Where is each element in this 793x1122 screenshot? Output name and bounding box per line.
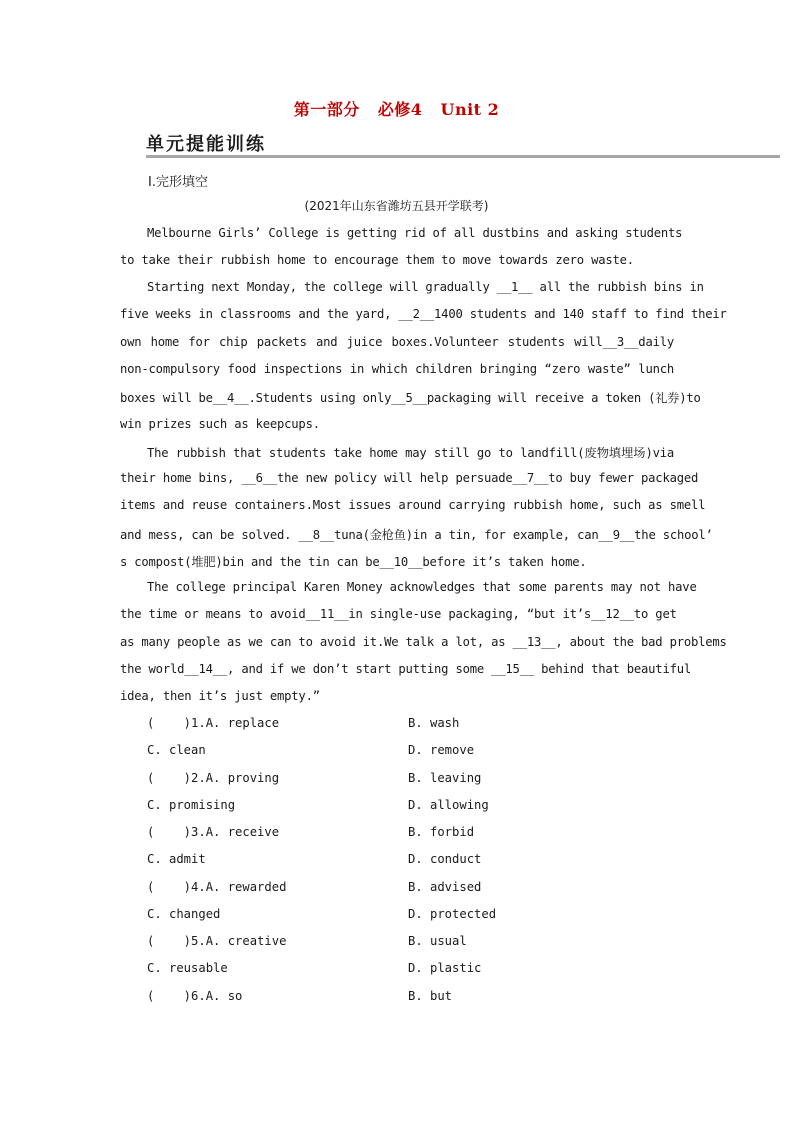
passage-line: five weeks in classrooms and the yard, __2__1400 students and 140 staff to find their (120, 307, 727, 321)
question-option: B. but (408, 989, 453, 1003)
question-option: ( )5.A. creative (147, 934, 287, 948)
question-option: D. protected (408, 907, 497, 921)
passage-line: non-compulsory food inspections in which children bringing “zero waste” lunch (120, 362, 674, 376)
passage-line: Melbourne Girls’ College is getting rid of all dustbins and asking students (147, 226, 683, 240)
question-option: C. admit (147, 852, 206, 866)
passage-line: to take their rubbish home to encourage them to move towards zero waste. (120, 253, 634, 267)
passage-line: their home bins, __6__the new policy will help persuade__7__to buy fewer packaged (120, 471, 699, 485)
page-title (0, 97, 793, 120)
question-option: ( )2.A. proving (147, 771, 280, 785)
question-option: D. remove (408, 743, 475, 757)
heading-rule (146, 155, 780, 158)
question-option: ( )6.A. so (147, 989, 243, 1003)
question-option: B. leaving (408, 771, 482, 785)
question-option: B. advised (408, 880, 482, 894)
passage-line: idea, then it’s just empty.” (120, 689, 320, 703)
passage-line: The college principal Karen Money acknowledges that some parents may not have (147, 580, 697, 594)
passage-line: boxes will be__4__.Students using only__5__packaging will receive a token (礼券)to (120, 391, 701, 405)
passage-line: own home for chip packets and juice boxes.Volunteer students will__3__daily (120, 335, 674, 349)
question-option: ( )3.A. receive (147, 825, 280, 839)
exam-source: (2021年山东省潍坊五县开学联考) (304, 199, 489, 213)
question-option: B. forbid (408, 825, 475, 839)
question-option: C. promising (147, 798, 236, 812)
passage-line: win prizes such as keepcups. (120, 417, 320, 431)
question-option: ( )4.A. rewarded (147, 880, 287, 894)
cloze-part-label: Ⅰ.完形填空 (148, 175, 208, 190)
section-heading: 单元提能训练 (146, 134, 266, 155)
passage-line: and mess, can be solved. __8__tuna(金枪鱼)in a tin, for example, can__9__the school’ (120, 528, 713, 542)
passage-line: the time or means to avoid__11__in single-use packaging, “but it’s__12__to get (120, 607, 677, 621)
part-label-text: 第一部分 (293, 100, 360, 119)
question-option: B. usual (408, 934, 467, 948)
question-option: B. wash (408, 716, 460, 730)
question-option: D. plastic (408, 961, 482, 975)
question-option: D. conduct (408, 852, 482, 866)
question-option: C. reusable (147, 961, 228, 975)
passage-line: items and reuse containers.Most issues around carrying rubbish home, such as smell (120, 498, 706, 512)
passage-line: The rubbish that students take home may still go to landfill(废物填埋场)via (147, 446, 674, 460)
question-option: D. allowing (408, 798, 489, 812)
passage-line: the world__14__, and if we don’t start putting some __15__ behind that beautiful (120, 662, 691, 676)
passage-line: s compost(堆肥)bin and the tin can be__10__before it’s taken home. (120, 555, 587, 569)
question-option: C. clean (147, 743, 206, 757)
question-option: C. changed (147, 907, 221, 921)
unit-label: Unit 2 (440, 100, 500, 119)
passage-line: as many people as we can to avoid it.We talk a lot, as __13__, about the bad problems (120, 635, 727, 649)
book-label: 必修4 (377, 100, 423, 119)
question-option: ( )1.A. replace (147, 716, 280, 730)
passage-line: Starting next Monday, the college will gradually __1__ all the rubbish bins in (147, 280, 704, 294)
